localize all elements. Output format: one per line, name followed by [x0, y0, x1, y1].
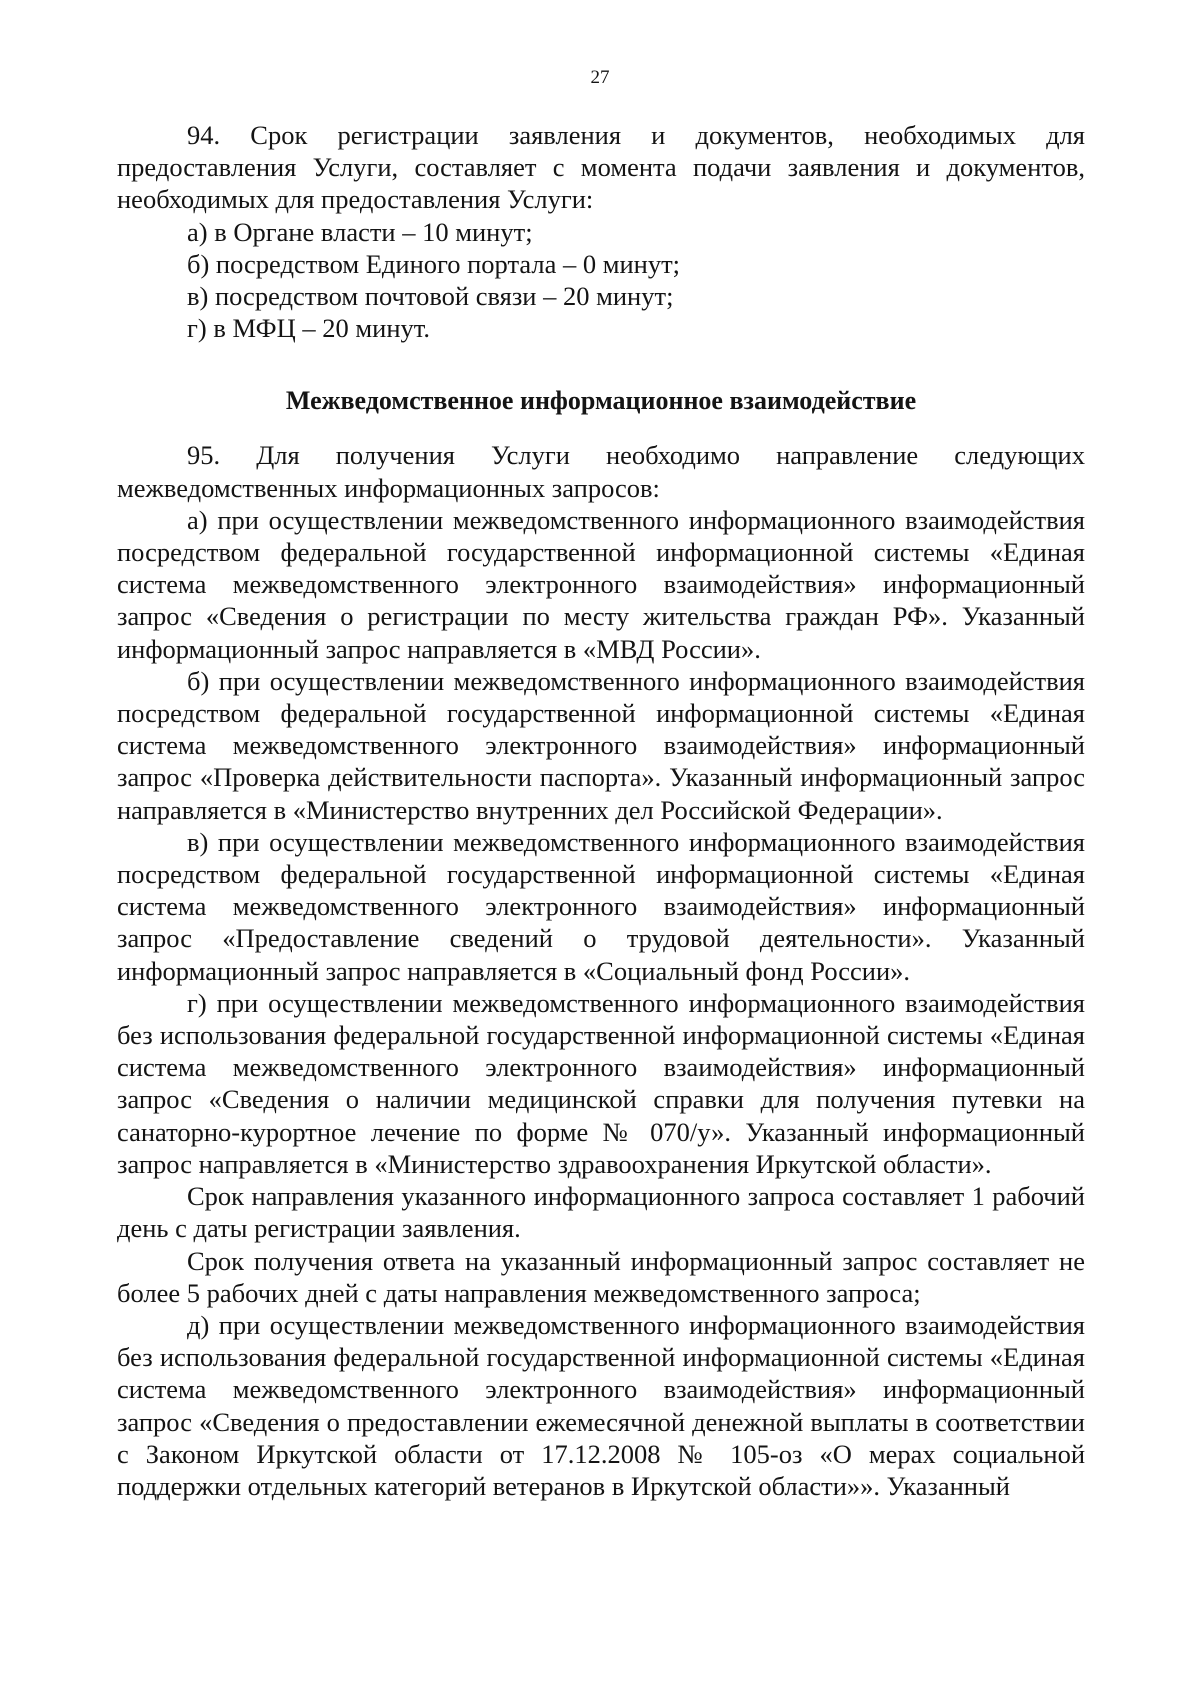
- section-94-item-c: в) посредством почтовой связи – 20 минут;: [187, 281, 674, 312]
- section-95-paragraph-c: в) при осуществлении межведомственного информационного взаимодействия посредством федеральной государственной информационной системы «Единая система межведомственного электронного взаимодействия» информационный запрос «Предоставление сведений о трудовой деятельности». Указанный информационный запрос направляется в «Социальный фонд России».: [117, 826, 1085, 986]
- section-95-paragraph-d: г) при осуществлении межведомственного информационного взаимодействия без использования федеральной государственной информационной системы «Единая система межведомственного электронного взаимодействия» информационный запрос «Сведения о наличии медицинской справки для получения путевки на санаторно-курортное лечение по форме № 070/у». Указанный информационный запрос направляется в «Министерство здравоохранения Иркутской области».: [117, 987, 1085, 1179]
- section-95-paragraph-e: д) при осуществлении межведомственного информационного взаимодействия без использования федеральной государственной информационной системы «Единая система межведомственного электронного взаимодействия» информационный запрос «Сведения о предоставлении ежемесячной денежной выплаты в соответствии с Законом Иркутской области от 17.12.2008 № 105-оз «О мерах социальной поддержки отдельных категорий ветеранов в Иркутской области»». Указанный: [117, 1309, 1085, 1501]
- section-94-item-a: а) в Органе власти – 10 минут;: [187, 216, 533, 247]
- section-heading: Межведомственное информационное взаимодействие: [285, 386, 917, 416]
- section-94-intro: 94. Срок регистрации заявления и документов, необходимых для предоставления Услуги, составляет с момента подачи заявления и документов, необходимых для предоставления Услуги:: [117, 120, 1085, 215]
- section-95-deadline-response: Срок получения ответа на указанный информационный запрос составляет не более 5 рабочих дней с даты направления межведомственного запроса;: [117, 1245, 1085, 1308]
- document-body: [117, 119, 1085, 1502]
- section-95-intro: 95. Для получения Услуги необходимо направление следующих межведомственных информационных запросов:: [117, 440, 1085, 503]
- section-95-deadline-send: Срок направления указанного информационного запроса составляет 1 рабочий день с даты регистрации заявления.: [117, 1181, 1085, 1244]
- page-number: 27: [590, 67, 610, 88]
- section-95-paragraph-a: а) при осуществлении межведомственного информационного взаимодействия посредством федеральной государственной информационной системы «Единая система межведомственного электронного взаимодействия» информационный запрос «Сведения о регистрации по месту жительства граждан РФ». Указанный информационный запрос направляется в «МВД России».: [117, 504, 1085, 664]
- section-95-paragraph-b: б) при осуществлении межведомственного информационного взаимодействия посредством федеральной государственной информационной системы «Единая система межведомственного электронного взаимодействия» информационный запрос «Проверка действительности паспорта». Указанный информационный запрос направляется в «Министерство внутренних дел Российской Федерации».: [117, 665, 1085, 825]
- section-94-item-b: б) посредством Единого портала – 0 минут;: [187, 248, 681, 279]
- section-94-item-d: г) в МФЦ – 20 минут.: [187, 313, 430, 344]
